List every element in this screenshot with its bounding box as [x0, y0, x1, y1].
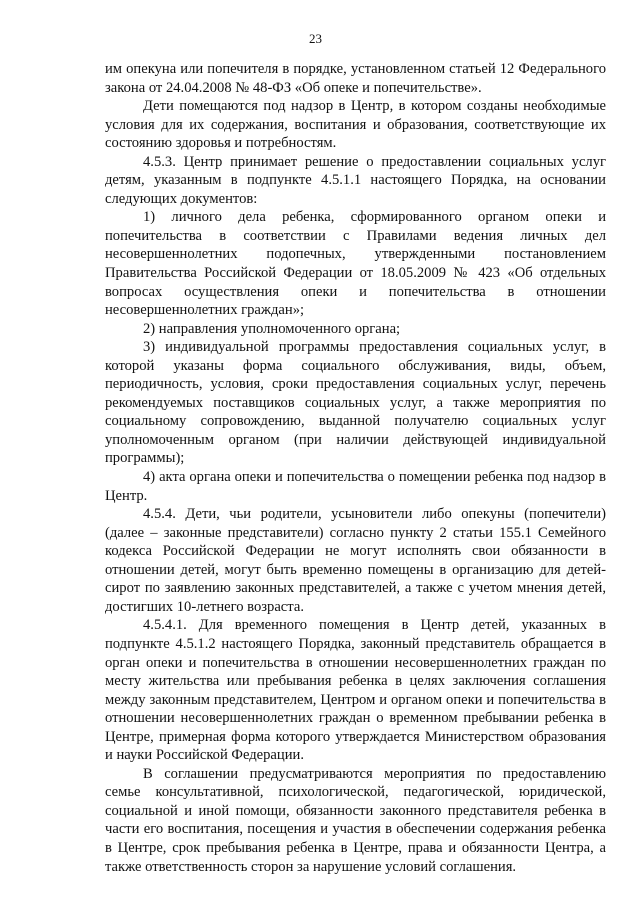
paragraph-supervision: Дети помещаются под надзор в Центр, в котором созданы необходимые условия для их содержания, воспитания и образования, соответствующие их состоянию здоровья и потребностям.: [105, 98, 606, 152]
list-item-2: 2) направления уполномоченного органа;: [143, 320, 401, 337]
paragraph-4-5-3: 4.5.3. Центр принимает решение о предоставлении социальных услуг детям, указанным в подпункте 4.5.1.1 настоящего Порядка, на основании следующих документов:: [105, 153, 606, 207]
paragraph-4-5-4: 4.5.4. Дети, чьи родители, усыновители либо опекуны (попечители) (далее – законные представители) согласно пункту 2 статьи 155.1 Семейного кодекса Российской Федерации не могут исполнять свои обязанности в отношении детей, могут быть временно помещены в организацию для детей-сирот по заявлению законных представителей, а также с учетом мнения детей, достигших 10-летнего возраста.: [105, 506, 606, 615]
paragraph-4-5-4-1: 4.5.4.1. Для временного помещения в Центр детей, указанных в подпункте 4.5.1.2 настоящего Порядка, законный представитель обращается в орган опеки и попечительства в отношении несовершеннолетних граждан по месту жительства или пребывания ребенка в целях заключения соглашения между законным представителем, Центром и органом опеки и попечительства в отношении несовершеннолетних граждан о временном пребывании ребенка в Центре, примерная форма которого утверждается Министерством образования и науки Российской Федерации.: [105, 617, 606, 764]
list-item-4: 4) акта органа опеки и попечительства о помещении ребенка под надзор в Центр.: [105, 469, 606, 504]
list-item-1: 1) личного дела ребенка, сформированного органом опеки и попечительства в соответствии с Правилами ведения личных дел несовершеннолетних подопечных, утвержденными постановлением Правительства Российской Федерации от 18.05.2009 № 423 «Об отдельных вопросах осуществления опеки и попечительства в отношении несовершеннолетних граждан»;: [105, 209, 606, 319]
page-number: 23: [309, 31, 322, 46]
paragraph-agreement: В соглашении предусматриваются мероприятия по предоставлению семье консультативной, психологической, педагогической, юридической, социальной и иной помощи, обязанности законного представителя ребенка в части его воспитания, посещения и участия в обеспечении содержания ребенка в Центре, срок пребывания ребенка в Центре, права и обязанности Центра, а также ответственность сторон за нарушение условий соглашения.: [105, 765, 606, 875]
list-item-3: 3) индивидуальной программы предоставления социальных услуг, в которой указаны форма социального обслуживания, виды, объем, периодичность, условия, сроки предоставления социальных услуг, перечень рекомендуемых поставщиков социальных услуг, а также мероприятия по социальному сопровождению, выданной получателю социальных услуг уполномоченным органом (при наличии действующей индивидуальной программы);: [105, 339, 606, 467]
document-body: [105, 60, 606, 876]
paragraph-continuation: им опекуна или попечителя в порядке, установленном статьей 12 Федерального закона от 24.04.2008 № 48-ФЗ «Об опеке и попечительстве».: [105, 61, 606, 96]
